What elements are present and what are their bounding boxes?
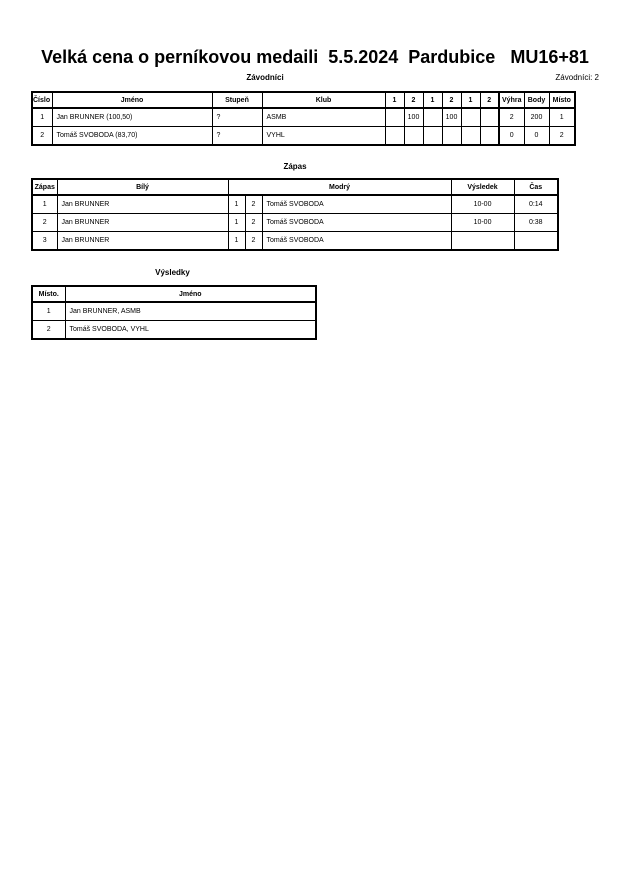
cell-blue-score: 2	[245, 232, 262, 251]
col-header: 2	[404, 92, 423, 108]
col-header: 1	[423, 92, 442, 108]
col-header: Klub	[262, 92, 385, 108]
cell-white: Jan BRUNNER	[57, 195, 228, 214]
cell-no: 2	[32, 127, 52, 146]
col-header: Místo.	[32, 286, 65, 302]
cell-round	[480, 108, 499, 127]
results-heading: Výsledky	[155, 268, 190, 277]
matches-table	[31, 178, 559, 251]
table-row	[32, 232, 558, 251]
cell-round	[423, 127, 442, 146]
table-row	[32, 321, 316, 340]
cell-wins: 0	[499, 127, 524, 146]
cell-name: Jan BRUNNER, ASMB	[65, 302, 316, 321]
cell-club: VYHL	[262, 127, 385, 146]
matches-heading: Zápas	[283, 162, 307, 171]
cell-points: 0	[524, 127, 549, 146]
cell-time: 0:14	[514, 195, 558, 214]
cell-place: 2	[549, 127, 575, 146]
cell-grade: ?	[212, 108, 262, 127]
cell-blue: Tomáš SVOBODA	[262, 195, 451, 214]
cell-name: Jan BRUNNER (100,50)	[52, 108, 212, 127]
cell-time: 0:38	[514, 214, 558, 232]
col-header: Jméno	[52, 92, 212, 108]
cell-match-no: 1	[32, 195, 57, 214]
cell-name: Tomáš SVOBODA (83,70)	[52, 127, 212, 146]
table-row	[32, 214, 558, 232]
competitors-table	[31, 91, 576, 146]
cell-match-no: 3	[32, 232, 57, 251]
cell-club: ASMB	[262, 108, 385, 127]
cell-result: 10-00	[451, 214, 514, 232]
page-title: Velká cena o perníkovou medaili 5.5.2024 Pardubice MU16+81	[41, 47, 589, 67]
cell-blue: Tomáš SVOBODA	[262, 232, 451, 251]
cell-points: 200	[524, 108, 549, 127]
cell-time	[514, 232, 558, 251]
cell-round	[423, 108, 442, 127]
results-table	[31, 285, 317, 340]
col-header: Místo	[549, 92, 575, 108]
col-header: Body	[524, 92, 549, 108]
cell-no: 1	[32, 108, 52, 127]
cell-blue-score: 2	[245, 195, 262, 214]
cell-round	[385, 127, 404, 146]
cell-blue-score: 2	[245, 214, 262, 232]
cell-round: 100	[404, 108, 423, 127]
cell-result	[451, 232, 514, 251]
col-header: Bílý	[57, 179, 228, 195]
cell-name: Tomáš SVOBODA, VYHL	[65, 321, 316, 340]
cell-white-score: 1	[228, 195, 245, 214]
cell-blue: Tomáš SVOBODA	[262, 214, 451, 232]
cell-result: 10-00	[451, 195, 514, 214]
table-row	[32, 108, 575, 127]
cell-place: 2	[32, 321, 65, 340]
col-header: Jméno	[65, 286, 316, 302]
col-header: 2	[442, 92, 461, 108]
cell-round: 100	[442, 108, 461, 127]
col-header: 1	[461, 92, 480, 108]
cell-match-no: 2	[32, 214, 57, 232]
cell-white: Jan BRUNNER	[57, 214, 228, 232]
table-row	[32, 195, 558, 214]
cell-round	[442, 127, 461, 146]
competitors-count: Závodníci: 2	[555, 73, 599, 82]
cell-white: Jan BRUNNER	[57, 232, 228, 251]
table-row	[32, 127, 575, 146]
col-header: Stupeň	[212, 92, 262, 108]
cell-round	[480, 127, 499, 146]
table-row	[32, 302, 316, 321]
cell-place: 1	[549, 108, 575, 127]
col-header: Zápas	[32, 179, 57, 195]
cell-round	[385, 108, 404, 127]
col-header: 2	[480, 92, 499, 108]
cell-round	[461, 127, 480, 146]
col-header: Čas	[514, 179, 558, 195]
cell-wins: 2	[499, 108, 524, 127]
cell-white-score: 1	[228, 214, 245, 232]
col-header: Modrý	[228, 179, 451, 195]
col-header: Výhra	[499, 92, 524, 108]
col-header: Výsledek	[451, 179, 514, 195]
competitors-heading: Závodníci	[246, 73, 284, 82]
col-header: Číslo	[32, 92, 52, 108]
cell-grade: ?	[212, 127, 262, 146]
cell-round	[404, 127, 423, 146]
cell-round	[461, 108, 480, 127]
cell-place: 1	[32, 302, 65, 321]
cell-white-score: 1	[228, 232, 245, 251]
col-header: 1	[385, 92, 404, 108]
